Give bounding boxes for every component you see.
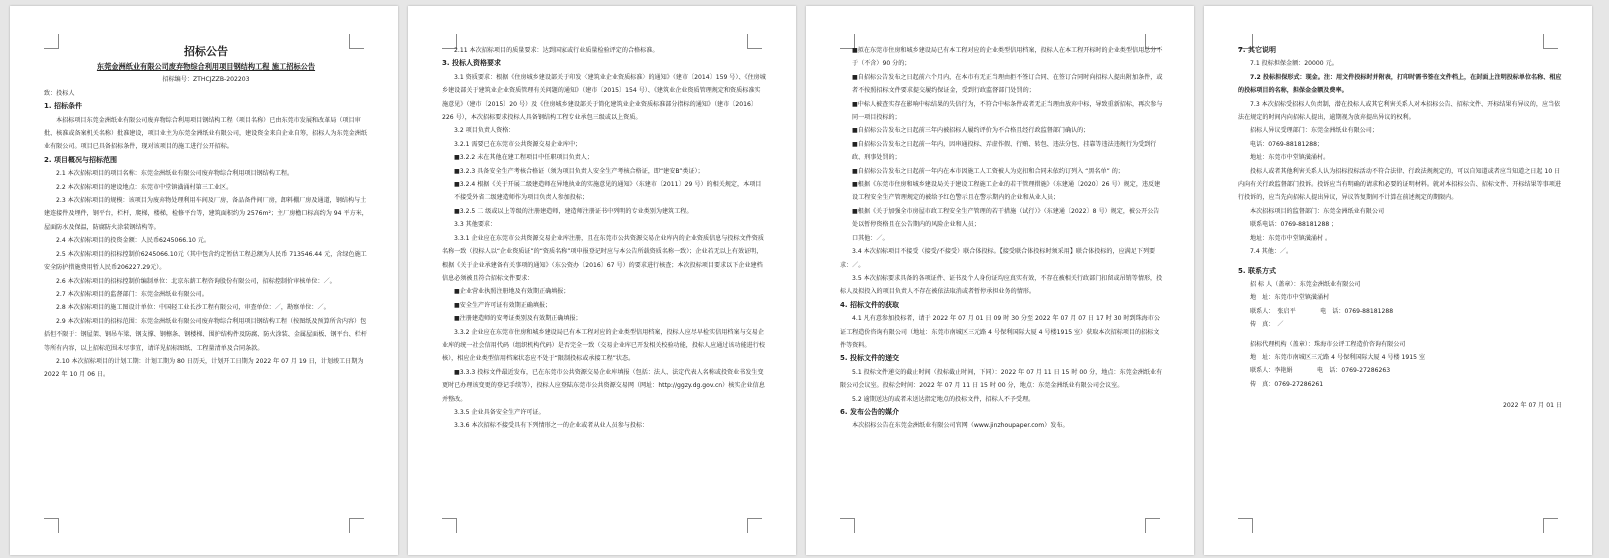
paragraph: 2.3 本次招标项目的规模：该项目为废弃物处理利用车间及厂房，备品备件间厂房，卸料棚厂房及通道，钢结构与土建连接件及埋件，钢平台，栏杆，爬梯，楼梯，检修平台等，建筑面积约为 2576m²；主厂房檐口标高约为 94 平方米，屋面防水及保温，防腐防火涂装钢结构等。 <box>44 197 368 231</box>
crop-mark <box>1543 518 1558 533</box>
paragraph: ■3.2.3 具备安全生产考核合格证（须为项目负责人安全生产考核合格证，即“建安B”类证）； <box>454 167 704 175</box>
paragraph: 联系电话：0769-88181288 ； <box>1250 221 1338 229</box>
paragraph: ■3.3.3 投标文件最近发布，已在东莞市公共资源交易企业库填报（包括：法人、法定代表人名称或投资业书发生变更时已办理该变更的登记手续等），投标人应登陆东莞市公共资源交易网（网址：http://ggzy.dg.gov.cn）核实企业信息并整改。 <box>442 368 765 403</box>
section-heading: 6. 发布公告的媒介 <box>840 407 899 416</box>
paragraph: 7.4 其他：／。 <box>1250 248 1293 256</box>
paragraph: ■拟在东莞市住房和城乡建设局已有本工程对应的企业类型信用档案，投标人在本工程开标时的企业类型信用总分不于（不含）90 分的； <box>852 47 1163 68</box>
paragraph: 2.7 本次招标项目的监督部门：东莞金洲纸业有限公司。 <box>56 290 208 298</box>
paragraph: 本次招标项目的监督部门：东莞金洲纸业有限公司 <box>1250 207 1385 215</box>
section-heading: 7. 其它说明 <box>1238 46 1276 54</box>
paragraph: 3.1 资质要求：根据《住房城乡建设部关于印发〈建筑业企业资质标准〉的通知》（建市〔2014〕159 号）、《住房城乡建设部关于建筑业企业资质管理有关问题的通知》（建市〔2015〕154 号）、《建筑业企业资质管理规定和资质标准实施意见》（建市〔2015〕20 号）及《住房城乡建设部关于简化建筑业企业资质标准部分指标的通知》（建市〔2016〕226 号），本次招标要求投标人具备钢结构工程专业承包三级或以上资质。 <box>442 73 766 122</box>
notice-title: 招标公告 <box>184 45 228 58</box>
paragraph: 本招标项目东莞金洲纸业有限公司废弃物综合利用项目钢结构工程（项目名称）已由东莞市发展和改革局（项目审批、核准或备案机关名称）批准建设，项目业主为东莞金洲纸业有限公司，建设资金来自企业自筹，招标人为东莞金洲纸业有限公司。项目已具备招标条件，现对该项目的施工进行公开招标。 <box>44 116 367 151</box>
paragraph: 7.2 投标担保形式：现金。注：用文件投标时并附表，打印时需书签在文件档上，在封面上注明投标单位名称、相应的投标项目的名称，担保金金额及费率。 <box>1238 73 1562 95</box>
crop-mark <box>747 518 762 533</box>
paragraph: ■自招标公告发布之日起前一年内，因串通投标、弄虚作假、行贿、转包、违法分包、挂靠等违法违规行为受到行政、刑事处罚的； <box>852 140 1157 162</box>
paragraph: 7.3 本次招标受招标人负责制，潜在投标人或其它利害关系人对本招标公告、招标文件、开标结果有异议的，应当依法在规定的时间内向招标人提出，逾期视为放弃提出异议的权利。 <box>1238 100 1561 122</box>
crop-mark <box>44 518 59 533</box>
paragraph: 2.11 本次招标项目的质量要求：达到国家或行业质量检验评定的合格标准。 <box>454 47 659 54</box>
paragraph: ■自招标公告发布之日起前六个月内，在本市有无正当理由拒不签订合同、在签订合同时向招标人提出附加条件，或者不按照招标文件要求提交履约保证金，受到行政监督部门处罚的； <box>852 73 1163 95</box>
paragraph: 口其他：／。 <box>852 234 889 242</box>
paragraph: 3.3.1 企业应在东莞市公共资源交易企业库注册，且在东莞市公共资源交易企业库内的企业资质信息与投标文件资质名称一致（投标人以“企业资质证”的“资质名称”项申报登记时应与本公告所载资质名称一致）；企业若无以上有效证明，根据《关于企业承建备有关事项的通知》（东公资办〔2016〕67 号）的要求进行核查；本次投标项目要求以下企业建档信息必须被且符合招标文件要求： <box>442 234 764 282</box>
section-heading: 5. 投标文件的递交 <box>840 354 899 363</box>
paragraph: 2.10 本次招标项目的计划工期：计划工期为 80 日历天，计划开工日期为 2022 年 07 月 19 日，计划竣工日期为 2022 年 10 月 06 日。 <box>44 357 364 379</box>
document-page-2 <box>408 6 796 555</box>
document-page-4 <box>1204 6 1592 555</box>
paragraph: 联系人：李艳娟 电 话：0769-27286263 <box>1250 367 1391 375</box>
paragraph: 2.9 本次招标项目的招标范围：东莞金洲纸业有限公司废弃物综合利用项目钢结构工程（按图纸及预算所含内容）包括但不限于：钢屋架、钢吊车梁、钢支撑、钢檩条、钢楼梯、围护结构件及防腐、防火涂装、金属屋面板、钢平台、栏杆等所有内容，以上招标范围未尽事宜，请详见招标图纸、工程量清单及合同条款。 <box>44 317 367 352</box>
section-heading: 2. 项目概况与招标范围 <box>44 155 117 164</box>
paragraph: ■中标人被查实存在影响中标结果的失信行为，不符合中标条件或者无正当理由放弃中标，导致重新招标，再次参与同一项目投标的； <box>852 100 1163 122</box>
paragraph: 3.5 本次招标要求具备的各项证件、证书及个人身份证均应真实有效，不存在被相关行政部门扣留或吊销等情形，投标人及拟投入的项目负责人不存在被依法取消或者暂停承担业务的情形。 <box>840 274 1163 296</box>
paragraph: 3.2.1 需要已在东莞市公共资源交易企业库中； <box>454 140 582 148</box>
paragraph: 电话：0769-88181288； <box>1250 140 1324 148</box>
tender-number: 招标编号：ZTHCJZZB-202203 <box>162 76 250 84</box>
paragraph: 地 址：东莞市南城区三元路 4 号保利国际大厦 4 号楼 1915 室 <box>1250 353 1426 361</box>
section-heading: 5. 联系方式 <box>1238 266 1276 275</box>
paragraph: 2.1 本次招标项目的项目名称：东莞金洲纸业有限公司废弃物综合利用项目钢结构工程。 <box>56 170 294 178</box>
paragraph: ■3.2.2 未在其他在建工程项目中任职项目负责人； <box>454 154 593 162</box>
paragraph: 传 真： ／ <box>1250 321 1284 329</box>
crop-mark <box>442 518 457 533</box>
notice-date: 2022 年 07 月 01 日 <box>1503 402 1562 410</box>
document-page-1 <box>10 6 398 555</box>
paragraph: ■根据《关于加强全市房屋市政工程安全生产管理的若干措施（试行）》（东建通〔2022〕8 号）规定，被公开公告处以暂停资格且在公告期内的风险企业和人员； <box>852 207 1160 229</box>
crop-mark <box>840 518 855 533</box>
paragraph: 3.2 项目负责人资格： <box>454 127 515 135</box>
paragraph: 5.1 投标文件递交的截止时间（投标截止时间，下同）：2022 年 07 月 11 日 15 时 00 分，地点：东莞金洲纸业有限公司会议室。投标会时间：2022 年 07 月 11 日 15 时 00 分，地点：东莞金洲纸业有限公司会议室。 <box>840 368 1163 390</box>
paragraph: 4.1 凡有意参加投标者，请于 2022 年 07 月 01 日 09 时 30 分至 2022 年 07 月 07 日 17 时 30 时到珠海市公证工程造价咨询有限公司（地址：东莞市南城区三元路 4 号保利国际大厦 4 号楼1915 室）获取本次招标项目的招标文件等资料。 <box>840 315 1160 349</box>
project-title: 东莞金洲纸业有限公司废弃物综合利用项目钢结构工程 施工招标公告 <box>96 62 316 71</box>
section-heading: 4. 招标文件的获取 <box>840 300 899 309</box>
paragraph: 2.8 本次招标项目的施工图设计单位：中国轻工业长沙工程有限公司，审查单位：／，勘察单位：／。 <box>56 304 330 312</box>
section-heading: 1. 招标条件 <box>44 102 82 111</box>
paragraph: 传 真：0769-27286261 <box>1250 380 1324 388</box>
crop-mark <box>1238 518 1253 533</box>
paragraph: 地 址：东莞市中堂镇潢涌村 <box>1250 294 1330 302</box>
paragraph: 3.3.5 企业具备安全生产许可证。 <box>454 408 545 416</box>
document-page-3 <box>806 6 1194 555</box>
paragraph: 地址：东莞市中堂镇潢涌村。 <box>1250 154 1330 162</box>
paragraph: 3.4 本次招标项目不接受（接受/不接受）联合体投标。【接受联合体投标时须采用】联合体投标的，应满足下列要求：／。 <box>840 248 1156 269</box>
paragraph: 投标人或者其他利害关系人认为招标投标活动不符合法律、行政法规规定的，可以自知道或者应当知道之日起 10 日内向有关行政监督部门投诉。投诉应当有明确的请求和必要的证明材料。就对本招标公告、招标文件、开标结果等事项进行投诉的，应当先向招标人提出异议，异议答复期间不计算在前述规定的期限内。 <box>1238 167 1561 202</box>
paragraph: 7.1 投标担保金额：20000 元。 <box>1250 60 1338 68</box>
paragraph: 3.3.2 企业应在东莞市住房和城乡建设局已有本工程对应的企业类型信用档案，投标人应尽早检实信用档案与交易企业库的统一社会信用代码（组织机构代码）是否完全一致（交易企业库已开发相关校验功能，投标人应通过该功能进行校核），相应企业类型信用档案状态应不处于“限制投标或承接工程”状态。 <box>442 328 765 363</box>
paragraph: 招标人异议受理部门：东莞金洲纸业有限公司； <box>1250 127 1378 135</box>
paragraph: 本次招标公告在东莞金洲纸业有限公司官网（www.jinzhoupaper.com）发布。 <box>852 422 1069 430</box>
paragraph: 2.6 本次招标项目的招标控制价编制单位：北京东薪工程咨询股份有限公司，招标控制价审核单位：／。 <box>56 277 336 285</box>
paragraph: 5.2 逾期送达的或者未送达指定地点的投标文件，招标人不予受理。 <box>852 395 1035 403</box>
paragraph: ■根据《东莞市住房和城乡建设局关于建设工程施工企业的若干管理措施》（东建通〔2020〕26 号）规定，违反建设工程安全生产管理规定的被给予红色警示且在警示期内的企业和从业人员； <box>852 181 1161 202</box>
crop-mark <box>1145 518 1160 533</box>
paragraph: ■自招标公告发布之日起前一年内在本市因施工人工资被人为克扣和合同未依约订列入 “黑名单” 的； <box>852 167 1124 175</box>
paragraph: 招 标 人（盖章）：东莞金洲纸业有限公司 <box>1250 280 1361 288</box>
section-heading: 3. 投标人资格要求 <box>442 59 501 68</box>
paragraph: ■3.2.4 根据《关于开展二级建造师在异地执业的实施意见的通知》（东建市〔2011〕29 号）的相关规定，本项目不接受外省二级建造师作为项目负责人参加投标； <box>454 181 762 202</box>
paragraph: ■3.2.5 二 级或以上等级的注册建造师，建造师注册证书中列明的专业类别为建筑工程。 <box>454 207 693 215</box>
paragraph: 联系人： 张启平 电 话：0769-88181288 <box>1250 307 1394 315</box>
paragraph: 地址：东莞市中堂镇潢涌村 。 <box>1250 234 1332 242</box>
paragraph: 招标代理机构（盖章）：珠海市公评工程造价咨询有限公司 <box>1250 340 1406 348</box>
paragraph: ■企业营业执照注册地及有效期正确填报； <box>454 288 570 296</box>
paragraph: 3.3.6 本次招标不接受具有下列情形之一的企业或者从业人员参与投标： <box>454 422 649 430</box>
paragraph: ■自招标公告发布之日起前三年内被招标人履约评价为不合格且经行政监督部门确认的； <box>852 127 1090 135</box>
paragraph: 2.2 本次招标项目的建设地点：东莞市中堂镇潢涌村第三工业区。 <box>56 183 233 191</box>
paragraph: ■注册建造师的安考证类别及有效期正确填报； <box>454 315 582 323</box>
paragraph: 3.3 其他要求： <box>454 221 497 229</box>
paragraph: ■安全生产许可证有效期正确填报； <box>454 301 552 309</box>
crop-mark <box>349 518 364 533</box>
paragraph: 2.5 本次招标项目的招标控制价6245066.10元（其中包含约定暂估工程总额为人民币 713546.44 元，含绿色施工安全防护措施费用暂人民币206227.29元）。 <box>44 250 367 272</box>
paragraph: 2.4 本次招标项目的投资金额：人民币6245066.10 元。 <box>56 237 210 245</box>
salutation: 致：投标人 <box>44 89 75 97</box>
